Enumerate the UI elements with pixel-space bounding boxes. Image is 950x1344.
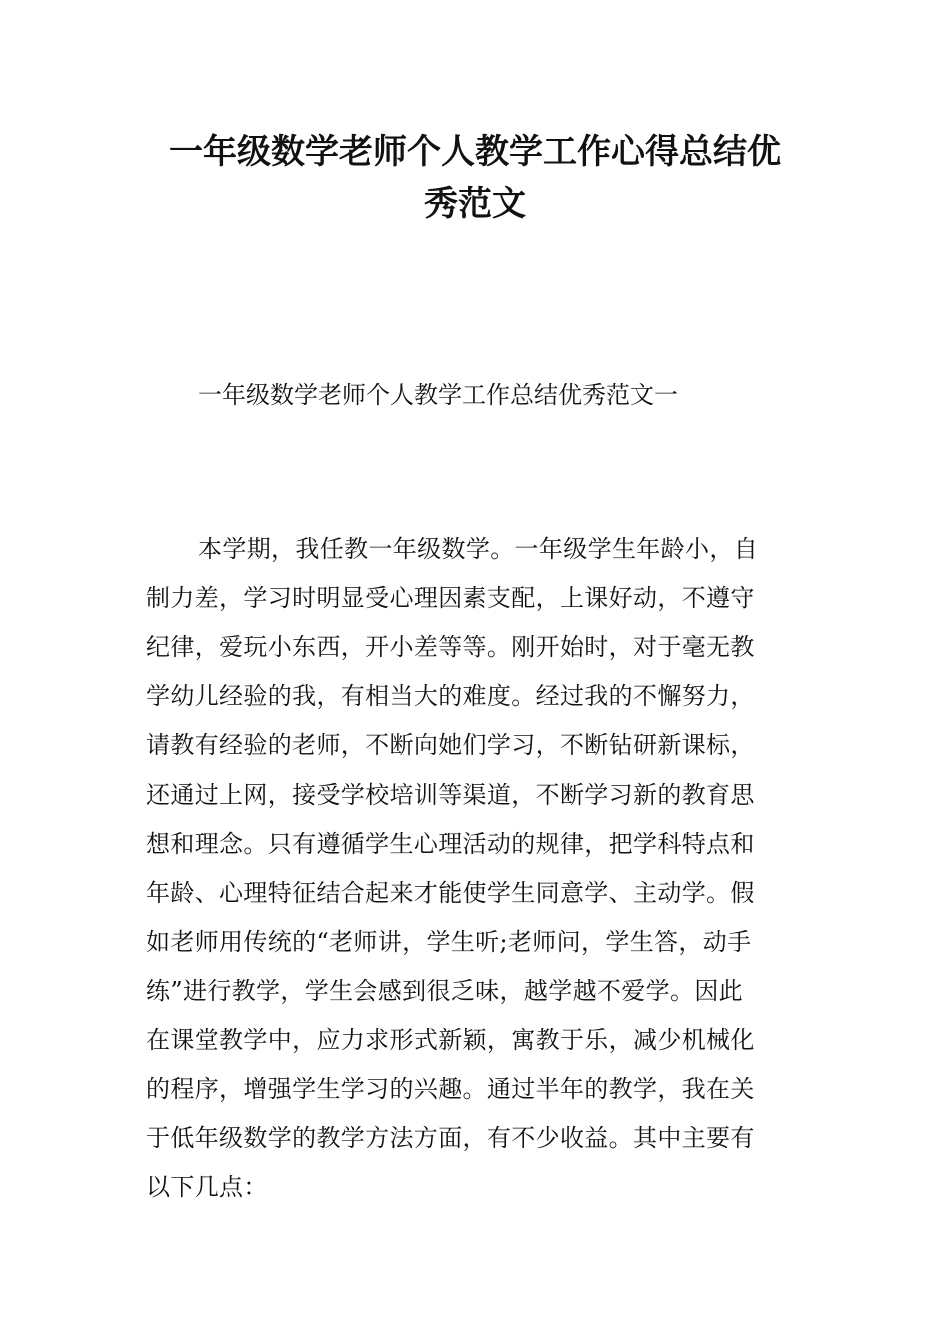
document-title-line-2: 秀范文 (424, 184, 526, 224)
paragraph-line: 请教有经验的老师，不断向她们学习，不断钻研新课标， (146, 731, 755, 759)
paragraph-line: 制力差，学习时明显受心理因素支配，上课好动，不遵守 (146, 584, 755, 612)
section-subtitle: 一年级数学老师个人教学工作总结优秀范文一 (198, 381, 678, 409)
paragraph-line: 年龄、心理特征结合起来才能使学生同意学、主动学。假 (146, 879, 755, 907)
paragraph-line: 以下几点： (146, 1173, 268, 1201)
document-title-line-1: 一年级数学老师个人教学工作心得总结优 (169, 132, 781, 172)
paragraph-line: 于低年级数学的教学方法方面，有不少收益。其中主要有 (146, 1124, 755, 1152)
paragraph-line: 在课堂教学中，应力求形式新颖，寓教于乐，减少机械化 (146, 1026, 755, 1054)
paragraph-line: 本学期，我任教一年级数学。一年级学生年龄小，自 (198, 535, 759, 563)
paragraph-line: 的程序，增强学生学习的兴趣。通过半年的教学，我在关 (146, 1075, 755, 1103)
paragraph-line: 练”进行教学，学生会感到很乏味，越学越不爱学。因此 (146, 977, 744, 1005)
paragraph-line: 想和理念。只有遵循学生心理活动的规律，把学科特点和 (146, 830, 755, 858)
paragraph-line: 学幼儿经验的我，有相当大的难度。经过我的不懈努力， (146, 682, 755, 710)
paragraph-line: 还通过上网，接受学校培训等渠道，不断学习新的教育思 (146, 781, 755, 809)
paragraph-line: 纪律，爱玩小东西，开小差等等。刚开始时，对于毫无教 (146, 633, 755, 661)
paragraph-line: 如老师用传统的“老师讲，学生听;老师问，学生答，动手 (146, 928, 752, 956)
